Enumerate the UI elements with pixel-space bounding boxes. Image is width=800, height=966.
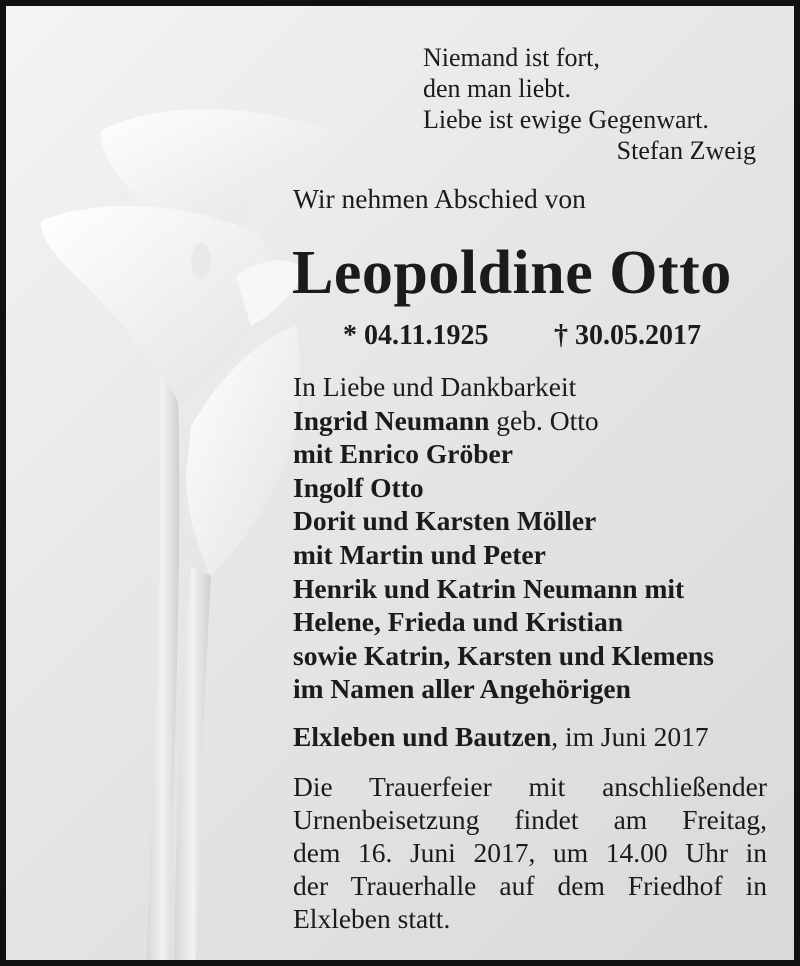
- mourner-line: Helene, Frieda und Kristian: [293, 606, 623, 638]
- mourner-line: [293, 404, 714, 438]
- mourner-line: mit Enrico Gröber: [293, 438, 513, 470]
- birth-date: * 04.11.1925: [343, 320, 489, 351]
- quote-line: Niemand ist fort,: [423, 43, 600, 72]
- death-date: † 30.05.2017: [554, 320, 701, 351]
- mourner-line: mit Martin und Peter: [293, 538, 546, 570]
- ceremony-info: [293, 770, 767, 935]
- mourners-list: [293, 370, 714, 706]
- quote-line: Liebe ist ewige Gegenwart.: [423, 105, 709, 134]
- mourner-line: Ingolf Otto: [293, 471, 424, 503]
- mourner-line: Henrik und Katrin Neumann mit: [293, 572, 685, 604]
- ceremony-line: dem 16. Juni 2017, um 14.00 Uhr in: [293, 837, 767, 868]
- mourners-opening: In Liebe und Dankbarkeit: [293, 371, 577, 402]
- ceremony-line: der Trauerhalle auf dem Friedhof in: [293, 870, 767, 901]
- place-date-text: , im Juni 2017: [551, 721, 709, 752]
- place-names: Elxleben und Bautzen: [293, 721, 552, 752]
- ceremony-line: Die Trauerfeier mit anschließender: [293, 771, 767, 802]
- mourner-line: sowie Katrin, Karsten und Klemens: [293, 639, 714, 671]
- deceased-name: Leopoldine Otto: [292, 239, 732, 307]
- mourner-name: Ingrid Neumann: [293, 404, 490, 436]
- place-date: [293, 720, 709, 753]
- ceremony-line: Urnenbeisetzung findet am Freitag,: [293, 804, 767, 835]
- mourner-line: im Namen aller Angehörigen: [293, 673, 631, 705]
- intro-text: Wir nehmen Abschied von: [293, 183, 586, 214]
- quote-line: den man liebt.: [423, 74, 572, 103]
- ceremony-line: Elxleben statt.: [293, 903, 451, 934]
- quote: [423, 42, 709, 135]
- quote-author: Stefan Zweig: [616, 136, 756, 165]
- mourner-line: Dorit und Karsten Möller: [293, 505, 597, 537]
- mourner-note: geb. Otto: [489, 404, 599, 436]
